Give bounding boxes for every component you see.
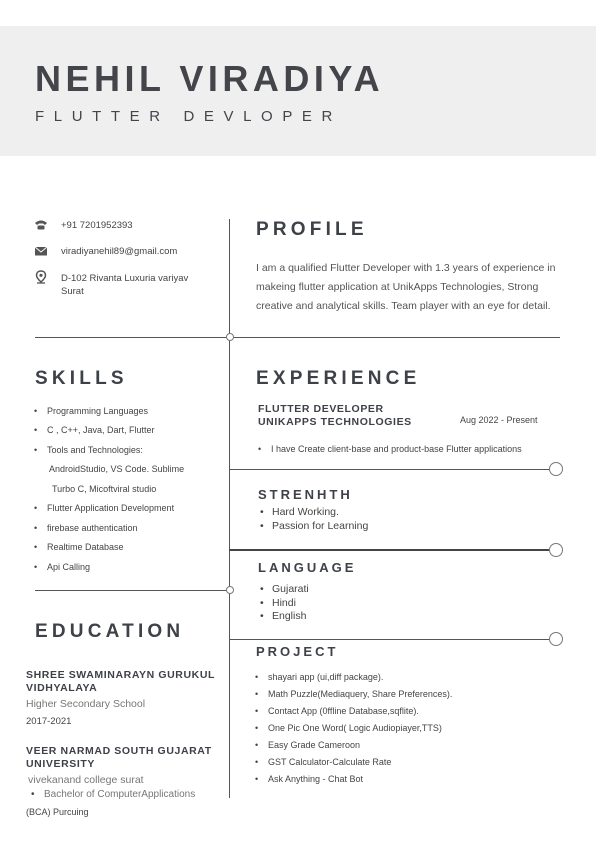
education-school2-degree: • Bachelor of ComputerApplications [44,789,195,800]
contact-phone[interactable]: +91 7201952393 [61,220,133,231]
project-item: • Easy Grade Cameroon [268,740,360,750]
divider-language [229,639,549,640]
education-school2-name: UNIVERSITY [26,758,96,770]
profile-text [256,259,572,316]
project-heading: PROJECT [256,644,339,659]
divider-experience [229,469,557,470]
mail-icon [34,244,48,258]
profile-line: creative and analytical skills. Team player with an eye for detail. [256,300,551,312]
experience-company: UNIKAPPS TECHNOLOGIES [258,416,412,428]
experience-date: Aug 2022 - Present [460,415,538,425]
language-item: • Gujarati [272,583,309,595]
strength-heading: STRENHTH [258,487,353,502]
skills-heading: SKILLS [35,368,128,389]
divider-top [35,337,560,338]
education-school1-name: SHREE SWAMINARAYN GURUKUL [26,669,216,681]
profile-line: I am a qualified Flutter Developer with 1.3 years of experience in [256,262,556,274]
language-item: • English [272,610,306,622]
experience-role: FLUTTER DEVELOPER [258,403,384,415]
education-school2-status: (BCA) Purcuing [26,807,89,817]
project-item: • Math Puzzle(Mediaquery, Share Preferences). [268,689,452,699]
skill-item: • Tools and Technologies: [47,445,143,455]
skill-tools-line: Turbo C, Micoftviral studio [52,484,157,494]
profile-heading: PROFILE [256,219,368,240]
education-school2-college: vivekanand college surat [28,774,144,786]
divider-node [226,586,234,594]
divider-node [226,333,234,341]
education-heading: EDUCATION [35,621,185,642]
divider-skills [35,590,229,591]
project-item: • Contact App (0ffline Database,sqflite). [268,706,419,716]
resume-title: FLUTTER DEVLOPER [35,108,342,125]
skill-item: • Programming Languages [47,406,148,416]
phone-icon [34,218,48,232]
contact-address-line1: D-102 Rivanta Luxuria variyav [61,273,189,284]
project-item: • GST Calculator-Calculate Rate [268,757,391,767]
skill-tools-line: AndroidStudio, VS Code. Sublime [49,464,185,474]
strength-item: • Passion for Learning [272,520,368,532]
divider-node [549,543,563,557]
project-item: • One Pic One Word( Logic Audiopiayer,TTS) [268,723,442,733]
skill-item: • Flutter Application Development [47,503,174,513]
project-item: • shayari app (ui,diff package). [268,672,383,682]
skill-item: • C , C++, Java, Dart, Flutter [47,425,155,435]
experience-bullet: • I have Create client-base and product-base Flutter applications [271,444,522,454]
language-item: • Hindi [272,597,296,609]
education-school1-name: VIDHYALAYA [26,682,98,694]
project-item: • Ask Anything - Chat Bot [268,774,363,784]
language-heading: LANGUAGE [258,560,357,575]
skill-item: • Realtime Database [47,542,124,552]
strength-item: • Hard Working. [272,506,339,518]
experience-heading: EXPERIENCE [256,368,421,389]
profile-line: makeing flutter application at UnikApps Technologies, Strong [256,281,539,293]
divider-strength [229,549,549,551]
contact-address-line2: Surat [61,286,84,297]
skill-item: • firebase authentication [47,523,138,533]
divider-node [549,462,563,476]
divider-node [549,632,563,646]
education-school2-name: VEER NARMAD SOUTH GUJARAT [26,745,212,757]
column-divider [229,219,230,798]
contact-email[interactable]: viradiyanehil89@gmail.com [61,246,178,257]
resume-name: NEHIL VIRADIYA [35,58,385,99]
education-school1-years: 2017-2021 [26,716,72,727]
location-pin-icon [34,270,48,284]
education-school1-level: Higher Secondary School [26,698,146,710]
skill-item: • Api Calling [47,562,90,572]
